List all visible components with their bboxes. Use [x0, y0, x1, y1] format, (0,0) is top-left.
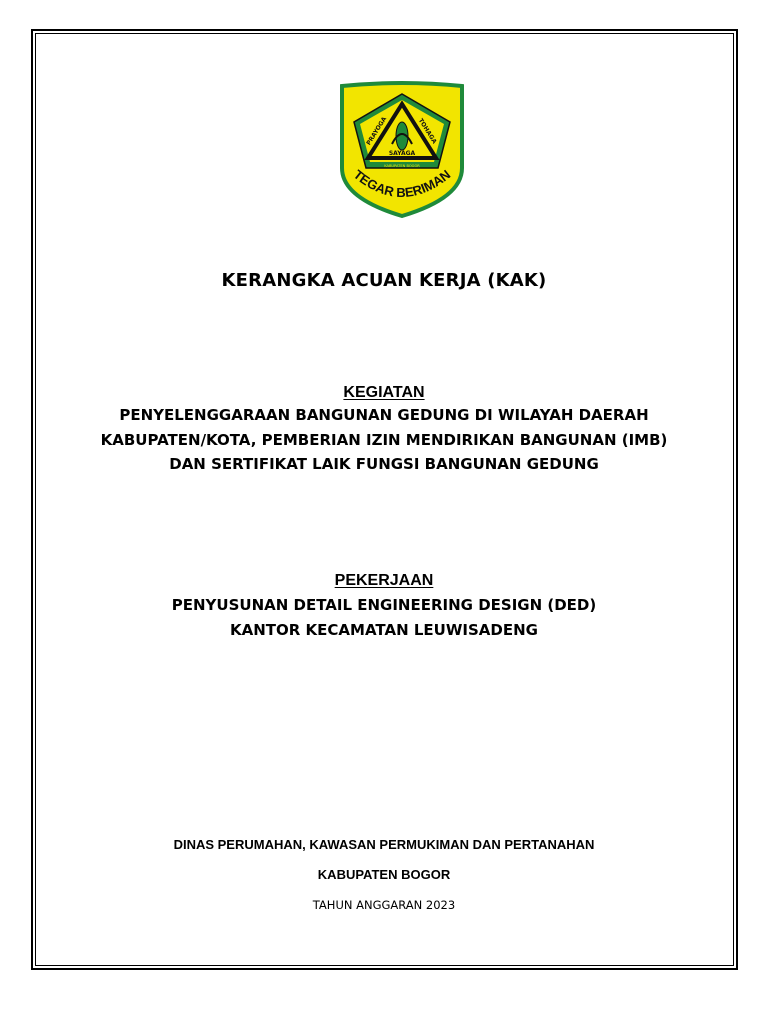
region-name: KABUPATEN BOGOR — [317, 867, 451, 882]
kegiatan-line: KABUPATEN/KOTA, PEMBERIAN IZIN MENDIRIKAN BANGUNAN (IMB) — [100, 431, 668, 449]
kabupaten-bogor-emblem — [338, 80, 466, 218]
emblem-label-small: KABUPATEN BOGOR — [384, 164, 420, 168]
kegiatan-line: DAN SERTIFIKAT LAIK FUNGSI BANGUNAN GEDUNG — [169, 455, 599, 473]
document-title: KERANGKA ACUAN KERJA (KAK) — [221, 270, 547, 291]
agency-name: DINAS PERUMAHAN, KAWASAN PERMUKIMAN DAN PERTANAHAN — [173, 837, 595, 852]
kegiatan-line: PENYELENGGARAAN BANGUNAN GEDUNG DI WILAYAH DAERAH — [119, 406, 649, 424]
fiscal-year: TAHUN ANGGARAN 2023 — [312, 898, 456, 912]
kegiatan-heading: KEGIATAN — [343, 384, 425, 401]
emblem-motto: TEGAR BERIMAN — [350, 166, 454, 201]
emblem-svg — [338, 80, 466, 218]
emblem-label-center: SAYAGA — [388, 150, 416, 157]
emblem-label-left: PRAYOGA — [365, 115, 389, 147]
pekerjaan-line: KANTOR KECAMATAN LEUWISADENG — [230, 621, 538, 639]
pekerjaan-line: PENYUSUNAN DETAIL ENGINEERING DESIGN (DED) — [171, 596, 597, 614]
emblem-label-right: TOHAGA — [416, 117, 438, 146]
pekerjaan-heading: PEKERJAAN — [334, 572, 434, 589]
